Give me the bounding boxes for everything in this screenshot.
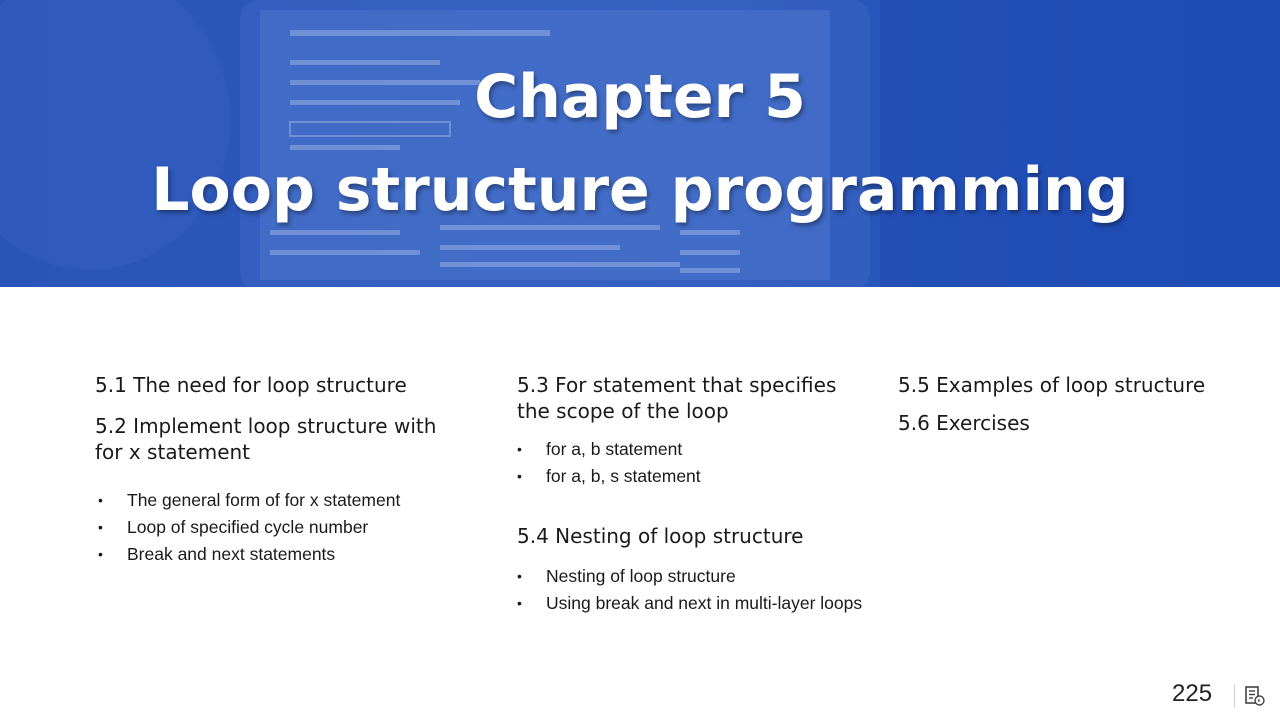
list-item: • Using break and next in multi-layer loops (517, 590, 867, 617)
bullet-icon: • (517, 568, 522, 584)
bullet-icon: • (517, 595, 522, 611)
bullet-icon: • (98, 546, 103, 562)
chapter-subtitle: Loop structure programming (151, 155, 1129, 225)
bullet-list (517, 563, 867, 617)
chapter-title: Chapter 5 (474, 62, 806, 132)
list-item: • Loop of specified cycle number (95, 514, 465, 541)
toc-column-2 (517, 372, 867, 617)
banner-background-image (0, 0, 1280, 287)
list-item: • for a, b, s statement (517, 463, 867, 490)
list-item: • Break and next statements (95, 541, 465, 568)
toc-column-1 (95, 372, 465, 568)
bullet-list (95, 487, 465, 568)
section-heading: 5.2 Implement loop structure with for x statement (95, 414, 437, 464)
section-heading: 5.5 Examples of loop structure (898, 373, 1206, 397)
footer-divider (1234, 684, 1235, 708)
list-item: • for a, b statement (517, 436, 867, 463)
list-item: • Nesting of loop structure (517, 563, 867, 590)
section-heading: 5.4 Nesting of loop structure (517, 524, 804, 548)
bullet-list (517, 436, 867, 490)
title-banner (0, 0, 1280, 287)
bullet-icon: • (98, 519, 103, 535)
notes-icon[interactable] (1244, 685, 1266, 707)
bullet-icon: • (98, 492, 103, 508)
section-heading: 5.6 Exercises (898, 411, 1030, 435)
bullet-icon: • (517, 441, 522, 457)
toc-column-3 (898, 372, 1248, 451)
page-number: 225 (1172, 680, 1213, 707)
section-heading: 5.1 The need for loop structure (95, 373, 407, 397)
bullet-icon: • (517, 468, 522, 484)
list-item: • The general form of for x statement (95, 487, 465, 514)
section-heading: 5.3 For statement that specifies the scope of the loop (517, 373, 837, 423)
